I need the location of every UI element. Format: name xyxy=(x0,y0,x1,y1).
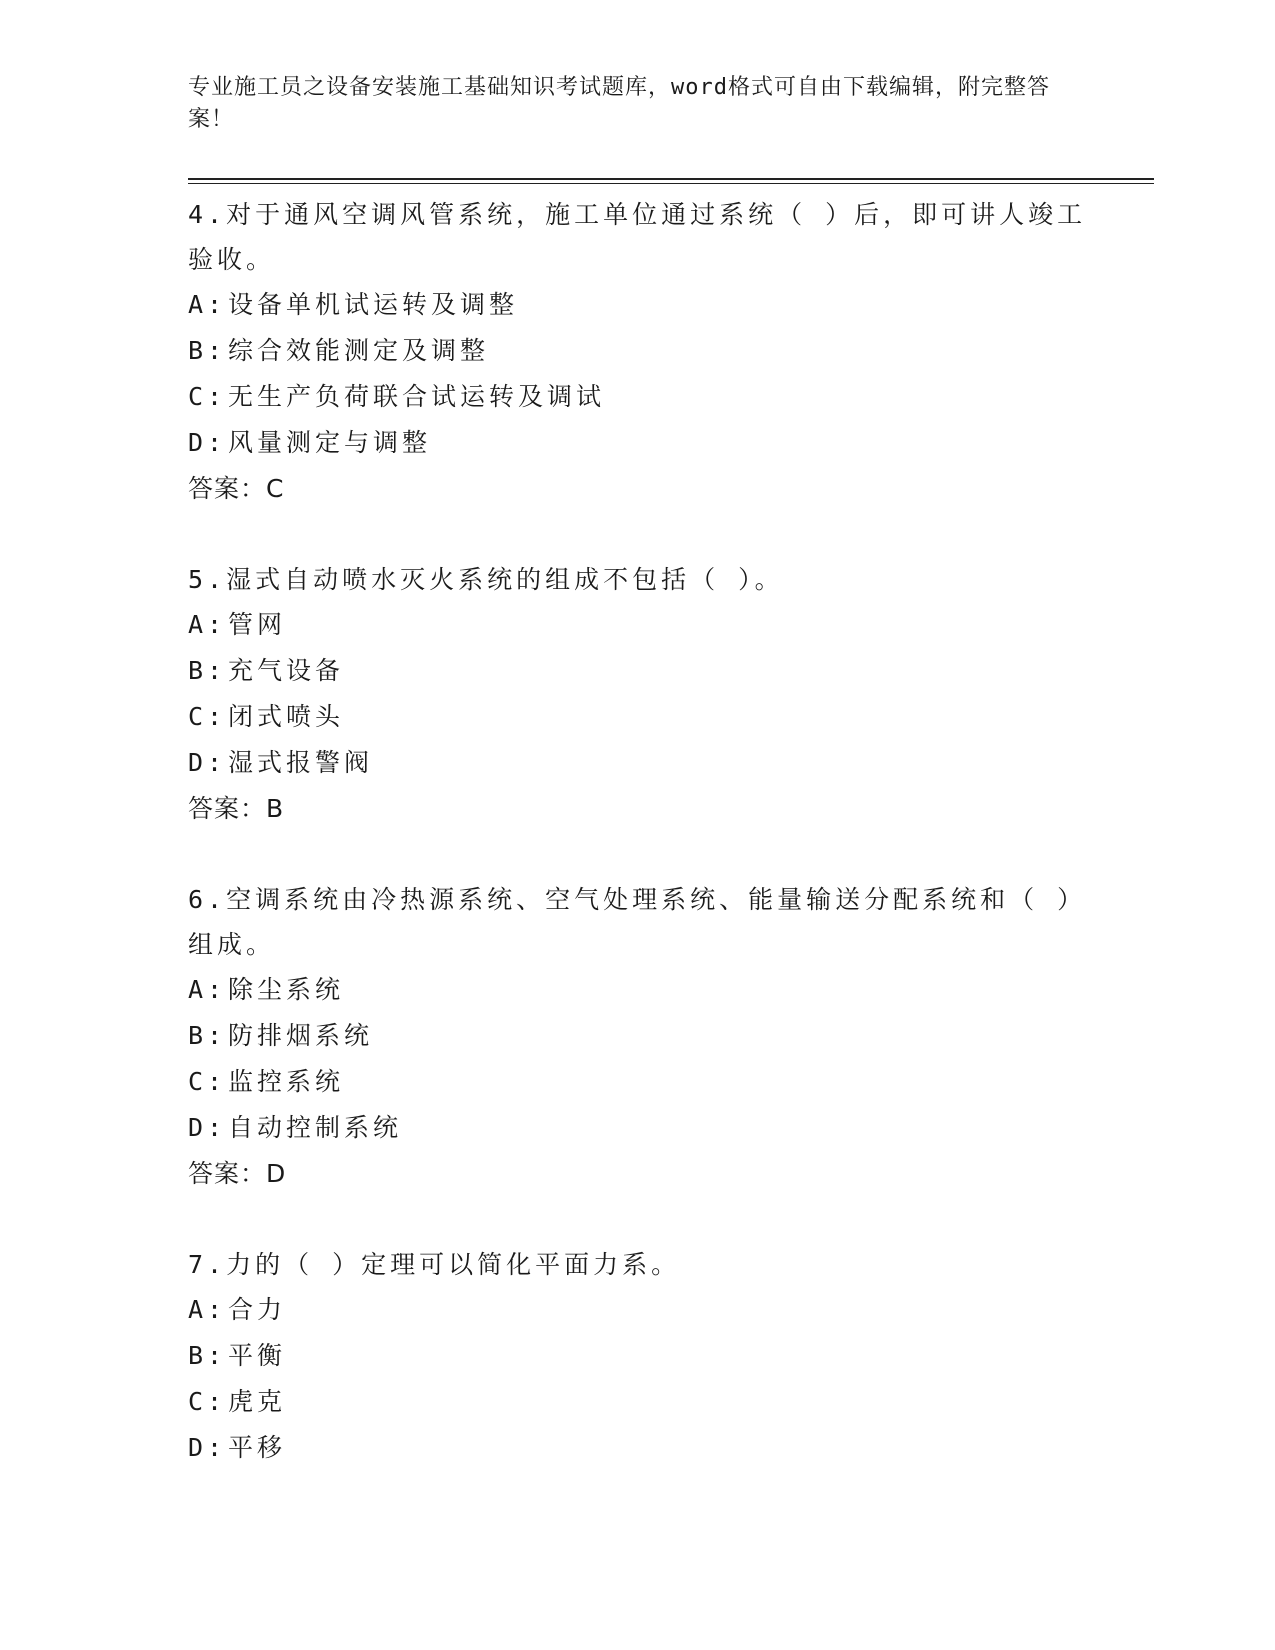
option-text: 防排烟系统 xyxy=(228,1021,374,1050)
option-text: 湿式报警阀 xyxy=(228,748,374,777)
option-key: A: xyxy=(188,1295,227,1324)
option-a xyxy=(188,1287,1088,1333)
option-b xyxy=(188,1013,1088,1059)
question-gap xyxy=(188,832,1088,877)
answer-line: 答案：C xyxy=(188,474,285,503)
option-key: C: xyxy=(188,1387,227,1416)
option-b xyxy=(188,1333,1088,1379)
option-key: A: xyxy=(188,610,227,639)
option-c xyxy=(188,1059,1088,1105)
option-key: D: xyxy=(188,1113,227,1142)
option-a xyxy=(188,282,1088,328)
option-c xyxy=(188,1379,1088,1425)
question-6 xyxy=(188,877,1088,1197)
option-a xyxy=(188,967,1088,1013)
option-key: B: xyxy=(188,336,227,365)
option-text: 监控系统 xyxy=(228,1067,345,1096)
option-c xyxy=(188,694,1088,740)
header-note: 专业施工员之设备安装施工基础知识考试题库，word格式可自由下载编辑，附完整答案！ xyxy=(188,75,1050,132)
option-text: 平衡 xyxy=(228,1341,287,1370)
option-key: C: xyxy=(188,1067,227,1096)
option-text: 无生产负荷联合试运转及调试 xyxy=(228,382,606,411)
option-text: 充气设备 xyxy=(228,656,345,685)
option-key: D: xyxy=(188,748,227,777)
option-text: 平移 xyxy=(228,1433,287,1462)
option-text: 综合效能测定及调整 xyxy=(228,336,490,365)
answer-line: 答案：B xyxy=(188,794,285,823)
option-key: B: xyxy=(188,1341,227,1370)
option-key: B: xyxy=(188,1021,227,1050)
question-list xyxy=(188,192,1088,1471)
option-text: 设备单机试运转及调整 xyxy=(228,290,519,319)
question-7 xyxy=(188,1242,1088,1471)
option-d xyxy=(188,420,1088,466)
question-stem: 6.空调系统由冷热源系统、空气处理系统、能量输送分配系统和（ ）组成。 xyxy=(188,885,1087,959)
option-c xyxy=(188,374,1088,420)
option-text: 闭式喷头 xyxy=(228,702,345,731)
option-b xyxy=(188,648,1088,694)
option-key: C: xyxy=(188,382,227,411)
answer-line: 答案：D xyxy=(188,1159,287,1188)
option-text: 风量测定与调整 xyxy=(228,428,432,457)
option-a xyxy=(188,602,1088,648)
option-d xyxy=(188,740,1088,786)
option-b xyxy=(188,328,1088,374)
option-key: D: xyxy=(188,428,227,457)
option-d xyxy=(188,1105,1088,1151)
question-stem: 4.对于通风空调风管系统，施工单位通过系统（ ）后，即可讲人竣工验收。 xyxy=(188,200,1087,274)
header-divider-thick xyxy=(188,178,1154,180)
question-gap xyxy=(188,512,1088,557)
question-stem: 7.力的（ ）定理可以简化平面力系。 xyxy=(188,1250,681,1279)
header-divider-thin xyxy=(188,183,1154,184)
option-key: B: xyxy=(188,656,227,685)
option-key: A: xyxy=(188,975,227,1004)
option-text: 合力 xyxy=(228,1295,287,1324)
option-key: D: xyxy=(188,1433,227,1462)
option-text: 管网 xyxy=(228,610,287,639)
question-5 xyxy=(188,557,1088,832)
option-key: A: xyxy=(188,290,227,319)
question-stem: 5.湿式自动喷水灭火系统的组成不包括（ ）。 xyxy=(188,565,784,594)
option-key: C: xyxy=(188,702,227,731)
option-text: 除尘系统 xyxy=(228,975,345,1004)
option-text: 虎克 xyxy=(228,1387,287,1416)
option-text: 自动控制系统 xyxy=(228,1113,403,1142)
option-d xyxy=(188,1425,1088,1471)
question-4 xyxy=(188,192,1088,512)
question-gap xyxy=(188,1197,1088,1242)
